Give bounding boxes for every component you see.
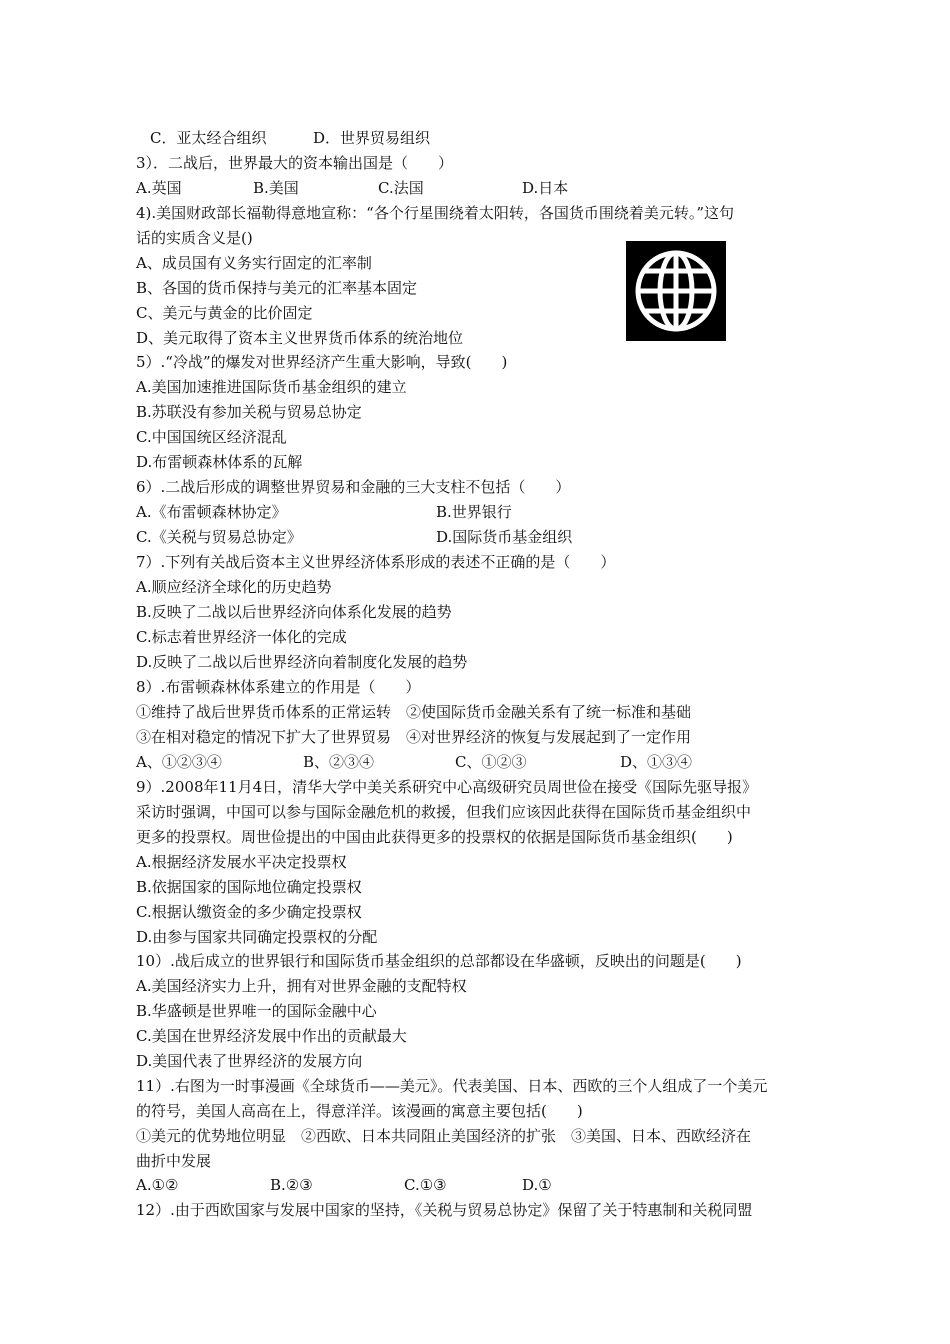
q8-stem: 8）.布雷顿森林体系建立的作用是（ ） <box>136 678 421 696</box>
q6-option-d: D.国际货币基金组织 <box>436 528 573 546</box>
q10-option-a: A.美国经济实力上升，拥有对世界金融的支配特权 <box>136 977 467 995</box>
q9-option-b: B.依据国家的国际地位确定投票权 <box>136 878 362 896</box>
q8-option-b: B、②③④ <box>303 753 375 771</box>
q10-option-c: C.美国在世界经济发展中作出的贡献最大 <box>136 1027 407 1045</box>
q7-option-b: B.反映了二战以后世界经济向体系化发展的趋势 <box>136 603 452 621</box>
q7-option-c: C.标志着世界经济一体化的完成 <box>136 628 347 646</box>
q8-option-d: D、①③④ <box>620 753 693 771</box>
q9-option-c: C.根据认缴资金的多少确定投票权 <box>136 903 362 921</box>
q5-option-a: A.美国加速推进国际货币基金组织的建立 <box>136 378 407 396</box>
q3-option-b: B.美国 <box>253 179 299 197</box>
q5-option-c: C.中国国统区经济混乱 <box>136 428 287 446</box>
q10-stem: 10）.战后成立的世界银行和国际货币基金组织的总部都设在华盛顿，反映出的问题是( ) <box>136 952 742 970</box>
q11-statements-line1: ①美元的优势地位明显 ②西欧、日本共同阻止美国经济的扩张 ③美国、日本、西欧经济在 <box>136 1127 752 1145</box>
q3-option-d: D.日本 <box>522 179 569 197</box>
q9-option-d: D.由参与国家共同确定投票权的分配 <box>136 928 378 946</box>
q9-option-a: A.根据经济发展水平决定投票权 <box>136 853 347 871</box>
q5-option-b: B.苏联没有参加关税与贸易总协定 <box>136 403 362 421</box>
q11-option-d: D.① <box>522 1176 552 1194</box>
q11-option-a: A.①② <box>136 1176 179 1194</box>
q6-option-c: C.《关税与贸易总协定》 <box>136 528 302 546</box>
q11-stem-line2: 的符号，美国人高高在上，得意洋洋。该漫画的寓意主要包括( ) <box>136 1102 583 1120</box>
q5-stem: 5）.“冷战”的爆发对世界经济产生重大影响，导致( ) <box>136 353 508 371</box>
q6-stem: 6）.二战后形成的调整世界贸易和金融的三大支柱不包括（ ） <box>136 478 571 496</box>
q9-stem-line3: 更多的投票权。周世俭提出的中国由此获得更多的投票权的依据是国际货币基金组织( ) <box>136 828 733 846</box>
q9-stem-line1: 9）.2008年11月4日，清华大学中美关系研究中心高级研究员周世俭在接受《国际先驱导报》 <box>136 778 758 796</box>
q2-option-c: C．亚太经合组织 <box>150 129 267 147</box>
q10-option-b: B.华盛顿是世界唯一的国际金融中心 <box>136 1002 377 1020</box>
q4-option-a: A、成员国有义务实行固定的汇率制 <box>136 254 372 272</box>
q10-option-d: D.美国代表了世界经济的发展方向 <box>136 1052 363 1070</box>
q4-stem-line1: 4).美国财政部长福勒得意地宣称：“各个行星围绕着太阳转，各国货币围绕着美元转。”这句 <box>136 204 735 222</box>
q8-option-c: C、①②③ <box>455 753 527 771</box>
q11-option-b: B.②③ <box>270 1176 313 1194</box>
q7-stem: 7）.下列有关战后资本主义世界经济体系形成的表述不正确的是（ ） <box>136 553 616 571</box>
q8-statements-3-4: ③在相对稳定的情况下扩大了世界贸易 ④对世界经济的恢复与发展起到了一定作用 <box>136 728 692 746</box>
q7-option-a: A.顺应经济全球化的历史趋势 <box>136 578 332 596</box>
q6-option-b: B.世界银行 <box>436 503 512 521</box>
q3-stem: 3）．二战后，世界最大的资本输出国是（ ） <box>136 154 454 172</box>
q4-stem-line2: 话的实质含义是() <box>136 229 253 247</box>
q2-option-d: D．世界贸易组织 <box>313 129 431 147</box>
q4-option-c: C、美元与黄金的比价固定 <box>136 304 313 322</box>
q7-option-d: D.反映了二战以后世界经济向着制度化发展的趋势 <box>136 653 468 671</box>
q12-stem-line1: 12）.由于西欧国家与发展中国家的坚持，《关税与贸易总协定》保留了关于特惠制和关税同盟 <box>136 1201 753 1219</box>
q11-option-c: C.①③ <box>404 1176 447 1194</box>
q9-stem-line2: 采访时强调，中国可以参与国际金融危机的救援，但我们应该因此获得在国际货币基金组织中 <box>136 803 752 821</box>
world-bank-globe-icon <box>626 241 726 341</box>
q3-option-c: C.法国 <box>378 179 424 197</box>
q11-stem-line1: 11）.右图为一时事漫画《全球货币——美元》。代表美国、日本、西欧的三个人组成了一个美元 <box>136 1077 768 1095</box>
q6-option-a: A.《布雷顿森林协定》 <box>136 503 287 521</box>
q11-statements-line2: 曲折中发展 <box>136 1152 212 1170</box>
q8-option-a: A、①②③④ <box>136 753 222 771</box>
q3-option-a: A.英国 <box>136 179 182 197</box>
q4-option-b: B、各国的货币保持与美元的汇率基本固定 <box>136 279 418 297</box>
q5-option-d: D.布雷顿森林体系的瓦解 <box>136 453 303 471</box>
q4-option-d: D、美元取得了资本主义世界货币体系的统治地位 <box>136 329 464 347</box>
q8-statements-1-2: ①维持了战后世界货币体系的正常运转 ②使国际货币金融关系有了统一标准和基础 <box>136 703 692 721</box>
